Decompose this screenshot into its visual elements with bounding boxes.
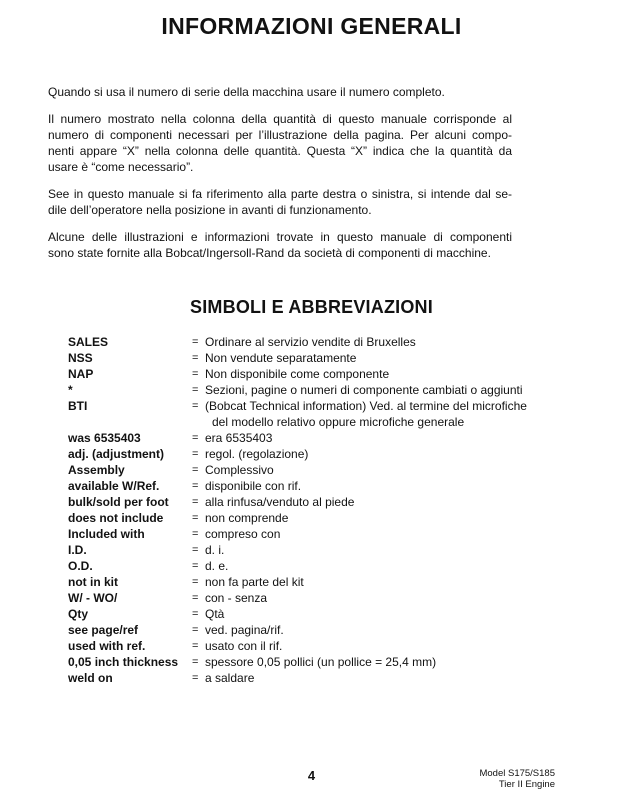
abbrev-definition-line: d. e. <box>205 559 229 573</box>
abbrev-definition-line: Sezioni, pagine o numeri di componente cambiati o aggiunti <box>205 383 523 397</box>
equals-sign: = <box>192 544 199 556</box>
abbrev-term: 0,05 inch thickness <box>68 655 179 669</box>
abbrev-row <box>68 526 588 542</box>
abbrev-row <box>68 622 588 638</box>
abbrev-row <box>68 366 588 382</box>
abbrev-definition <box>205 430 588 446</box>
paragraph-line: nenti appare “X” nella colonna delle quantità. Questa “X” indica che la quantità da <box>48 144 512 158</box>
intro-paragraph <box>48 84 512 100</box>
abbrev-definition-line: compreso con <box>205 527 281 541</box>
abbrev-term: NSS <box>68 351 93 365</box>
equals-sign: = <box>192 576 199 588</box>
intro-paragraph <box>48 111 512 175</box>
section-heading-symbols: SIMBOLI E ABBREVIAZIONI <box>190 297 433 317</box>
abbrev-definition-line: Complessivo <box>205 463 274 477</box>
equals-sign: = <box>192 432 199 444</box>
abbrev-definition-continuation: del modello relativo oppure microfiche generale <box>212 415 465 429</box>
abbrev-row <box>68 558 588 574</box>
abbrev-definition-line: disponibile con rif. <box>205 479 302 493</box>
abbrev-term: does not include <box>68 511 164 525</box>
abbrev-definition-line: alla rinfusa/venduto al piede <box>205 495 355 509</box>
abbrev-definition <box>205 622 588 638</box>
abbrev-definition-line: regol. (regolazione) <box>205 447 309 461</box>
equals-sign: = <box>192 480 199 492</box>
abbrev-definition-line: ved. pagina/rif. <box>205 623 284 637</box>
abbrev-definition <box>205 398 588 430</box>
paragraph-line: sono state fornite alla Bobcat/Ingersoll-Rand da società di componenti di macchine. <box>48 246 491 260</box>
abbrev-term: adj. (adjustment) <box>68 447 165 461</box>
abbrev-row <box>68 382 588 398</box>
paragraph-line: dile dell’operatore nella posizione in avanti di funzionamento. <box>48 203 372 217</box>
equals-sign: = <box>192 384 199 396</box>
abbrev-row <box>68 494 588 510</box>
equals-sign: = <box>192 448 199 460</box>
abbrev-definition-line: Qtà <box>205 607 225 621</box>
abbrev-row <box>68 638 588 654</box>
abbrev-term: O.D. <box>68 559 93 573</box>
abbrev-row <box>68 542 588 558</box>
paragraph-line: numero di componenti necessari per l’illustrazione della pagina. Per alcuni compo- <box>48 128 512 142</box>
abbrev-term: see page/ref <box>68 623 139 637</box>
abbrev-definition <box>205 654 588 670</box>
abbrev-row <box>68 446 588 462</box>
paragraph-line: See in questo manuale si fa riferimento alla parte destra o sinistra, si intende dal se- <box>48 187 512 201</box>
footer-model-text: Model S175/S185 <box>479 768 555 779</box>
abbrev-definition <box>205 670 588 686</box>
paragraph-line: Alcune delle illustrazioni e informazioni trovate in questo manuale di componenti <box>48 230 512 244</box>
abbrev-definition-line: con - senza <box>205 591 268 605</box>
abbrev-row <box>68 398 588 430</box>
abbrev-definition <box>205 366 588 382</box>
equals-sign: = <box>192 528 199 540</box>
abbrev-definition <box>205 382 588 398</box>
intro-paragraph <box>48 186 512 218</box>
abbrev-row <box>68 510 588 526</box>
abbrev-definition <box>205 494 588 510</box>
abbrev-row <box>68 462 588 478</box>
abbrev-definition <box>205 462 588 478</box>
equals-sign: = <box>192 608 199 620</box>
abbrev-term: not in kit <box>68 575 118 589</box>
equals-sign: = <box>192 464 199 476</box>
paragraph-line: Quando si usa il numero di serie della macchina usare il numero completo. <box>48 85 445 99</box>
abbrev-definition <box>205 350 588 366</box>
abbrev-term: weld on <box>68 671 113 685</box>
equals-sign: = <box>192 656 199 668</box>
abbrev-definition-line: (Bobcat Technical information) Ved. al termine del microfiche <box>205 399 527 413</box>
paragraph-line: Il numero mostrato nella colonna della quantità di questo manuale corrisponde al <box>48 112 512 126</box>
abbrev-definition-line: usato con il rif. <box>205 639 283 653</box>
abbrev-definition-line: spessore 0,05 pollici (un pollice = 25,4 mm) <box>205 655 437 669</box>
abbrev-definition <box>205 590 588 606</box>
abbrev-definition-line: d. i. <box>205 543 225 557</box>
equals-sign: = <box>192 592 199 604</box>
abbrev-definition-line: non comprende <box>205 511 289 525</box>
abbrev-definition-line: Non vendute separatamente <box>205 351 357 365</box>
abbrev-definition <box>205 526 588 542</box>
abbrev-definition <box>205 558 588 574</box>
abbrev-definition <box>205 574 588 590</box>
abbrev-row <box>68 670 588 686</box>
abbrev-row <box>68 350 588 366</box>
abbrev-definition <box>205 606 588 622</box>
equals-sign: = <box>192 560 199 572</box>
intro-paragraphs <box>48 84 512 272</box>
abbrev-term: W/ - WO/ <box>68 591 118 605</box>
abbrev-term: available W/Ref. <box>68 479 160 493</box>
page-number: 4 <box>307 768 316 783</box>
abbrev-term: NAP <box>68 367 94 381</box>
footer-engine-text: Tier II Engine <box>498 779 555 790</box>
abbrev-definition-line: a saldare <box>205 671 255 685</box>
equals-sign: = <box>192 512 199 524</box>
abbrev-row <box>68 334 588 350</box>
footer-right-block <box>479 768 555 790</box>
abbrev-definition <box>205 334 588 350</box>
abbrev-row <box>68 574 588 590</box>
abbrev-term: Included with <box>68 527 145 541</box>
paragraph-line: usare è “come necessario”. <box>48 160 194 174</box>
abbrev-row <box>68 590 588 606</box>
abbrev-row <box>68 430 588 446</box>
abbrev-definition <box>205 638 588 654</box>
abbrev-term: BTI <box>68 399 88 413</box>
abbrev-term: Assembly <box>68 463 125 477</box>
equals-sign: = <box>192 640 199 652</box>
abbrev-definition-line: Non disponibile come componente <box>205 367 390 381</box>
equals-sign: = <box>192 352 199 364</box>
abbrev-row <box>68 478 588 494</box>
abbrev-term: I.D. <box>68 543 87 557</box>
equals-sign: = <box>192 624 199 636</box>
abbrev-definition <box>205 446 588 462</box>
abbrev-definition-line: Ordinare al servizio vendite di Bruxelles <box>205 335 416 349</box>
equals-sign: = <box>192 368 199 380</box>
abbreviations-list <box>68 334 588 686</box>
abbrev-row <box>68 654 588 670</box>
equals-sign: = <box>192 400 199 412</box>
abbrev-term: used with ref. <box>68 639 146 653</box>
equals-sign: = <box>192 496 199 508</box>
page-title: INFORMAZIONI GENERALI <box>161 13 462 39</box>
abbrev-term: was 6535403 <box>68 431 141 445</box>
abbrev-term: SALES <box>68 335 109 349</box>
abbrev-definition <box>205 510 588 526</box>
abbrev-definition-line: era 6535403 <box>205 431 273 445</box>
abbrev-definition-line: non fa parte del kit <box>205 575 304 589</box>
abbrev-definition <box>205 542 588 558</box>
abbrev-term: bulk/sold per foot <box>68 495 169 509</box>
abbrev-definition <box>205 478 588 494</box>
intro-paragraph <box>48 229 512 261</box>
abbrev-term: * <box>68 383 73 397</box>
equals-sign: = <box>192 672 199 684</box>
equals-sign: = <box>192 336 199 348</box>
abbrev-term: Qty <box>68 607 89 621</box>
abbrev-row <box>68 606 588 622</box>
